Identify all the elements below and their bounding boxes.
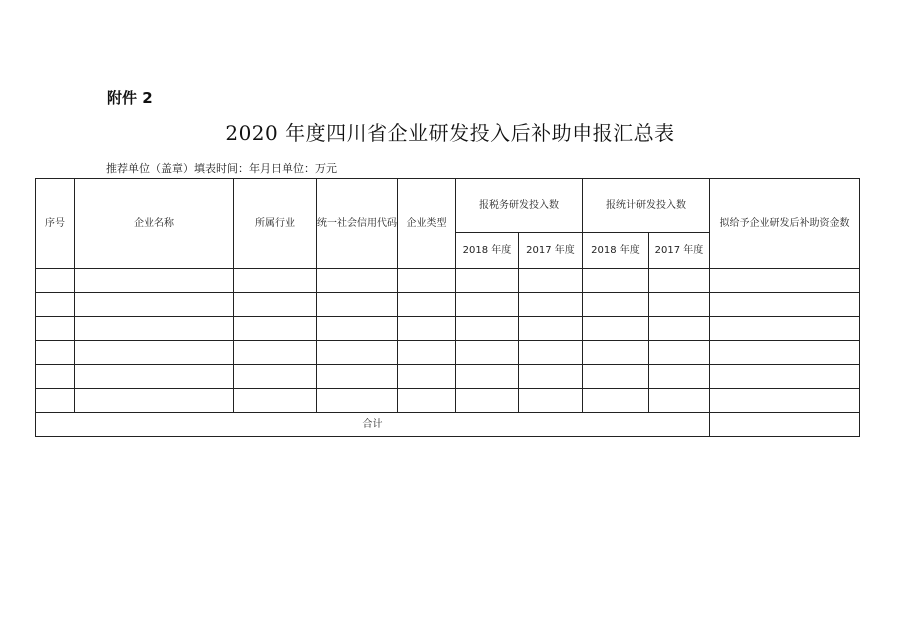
cell-industry[interactable] (234, 317, 317, 341)
table-header-row (36, 179, 860, 233)
cell-tax-2018[interactable] (456, 389, 519, 413)
cell-stats-2018[interactable] (583, 365, 649, 389)
cell-industry[interactable] (234, 341, 317, 365)
cell-subsidy-amount[interactable] (710, 389, 860, 413)
header-company-type: 企业类型 (398, 179, 456, 269)
cell-company-name[interactable] (75, 341, 234, 365)
cell-stats-2017[interactable] (649, 317, 710, 341)
cell-stats-2018[interactable] (583, 341, 649, 365)
header-tax-rd-group: 报税务研发投入数 (456, 179, 583, 233)
cell-company-name[interactable] (75, 293, 234, 317)
cell-credit-code[interactable] (317, 317, 398, 341)
cell-industry[interactable] (234, 365, 317, 389)
cell-credit-code[interactable] (317, 269, 398, 293)
table-row (36, 317, 860, 341)
header-credit-code: 统一社会信用代码 (317, 179, 398, 269)
cell-stats-2017[interactable] (649, 389, 710, 413)
total-row (36, 413, 860, 437)
table-row (36, 269, 860, 293)
cell-stats-2017[interactable] (649, 341, 710, 365)
cell-tax-2018[interactable] (456, 293, 519, 317)
cell-stats-2018[interactable] (583, 389, 649, 413)
cell-company-name[interactable] (75, 365, 234, 389)
cell-tax-2017[interactable] (519, 365, 583, 389)
table-body (36, 269, 860, 437)
cell-tax-2017[interactable] (519, 317, 583, 341)
header-industry: 所属行业 (234, 179, 317, 269)
header-stats-rd-group: 报统计研发投入数 (583, 179, 710, 233)
cell-stats-2017[interactable] (649, 365, 710, 389)
cell-credit-code[interactable] (317, 365, 398, 389)
cell-tax-2017[interactable] (519, 293, 583, 317)
cell-tax-2018[interactable] (456, 269, 519, 293)
header-stats-2018: 2018 年度 (583, 233, 649, 269)
cell-subsidy-amount[interactable] (710, 317, 860, 341)
cell-stats-2018[interactable] (583, 317, 649, 341)
cell-tax-2017[interactable] (519, 389, 583, 413)
cell-tax-2018[interactable] (456, 365, 519, 389)
cell-seq[interactable] (36, 365, 75, 389)
cell-stats-2017[interactable] (649, 293, 710, 317)
cell-credit-code[interactable] (317, 389, 398, 413)
cell-company-type[interactable] (398, 269, 456, 293)
total-label: 合计 (36, 413, 710, 437)
summary-table (35, 178, 860, 437)
table-row (36, 365, 860, 389)
cell-company-type[interactable] (398, 341, 456, 365)
header-subsidy-amount: 拟给予企业研发后补助资金数 (710, 179, 860, 269)
cell-company-name[interactable] (75, 269, 234, 293)
cell-seq[interactable] (36, 317, 75, 341)
cell-tax-2018[interactable] (456, 341, 519, 365)
cell-stats-2018[interactable] (583, 293, 649, 317)
cell-subsidy-amount[interactable] (710, 293, 860, 317)
cell-tax-2017[interactable] (519, 269, 583, 293)
cell-credit-code[interactable] (317, 341, 398, 365)
cell-industry[interactable] (234, 293, 317, 317)
cell-industry[interactable] (234, 389, 317, 413)
header-tax-2017: 2017 年度 (519, 233, 583, 269)
cell-stats-2017[interactable] (649, 269, 710, 293)
page-title: 2020 年度四川省企业研发投入后补助申报汇总表 (225, 121, 675, 145)
cell-subsidy-amount[interactable] (710, 365, 860, 389)
header-company-name: 企业名称 (75, 179, 234, 269)
cell-company-type[interactable] (398, 293, 456, 317)
cell-credit-code[interactable] (317, 293, 398, 317)
cell-stats-2018[interactable] (583, 269, 649, 293)
header-tax-2018: 2018 年度 (456, 233, 519, 269)
cell-company-type[interactable] (398, 365, 456, 389)
cell-subsidy-amount[interactable] (710, 341, 860, 365)
cell-company-name[interactable] (75, 317, 234, 341)
cell-subsidy-amount[interactable] (710, 269, 860, 293)
attachment-label: 附件 2 (107, 89, 153, 107)
cell-tax-2018[interactable] (456, 317, 519, 341)
header-seq: 序号 (36, 179, 75, 269)
cell-company-name[interactable] (75, 389, 234, 413)
total-value[interactable] (710, 413, 860, 437)
header-stats-2017: 2017 年度 (649, 233, 710, 269)
table-row (36, 293, 860, 317)
cell-industry[interactable] (234, 269, 317, 293)
cell-seq[interactable] (36, 269, 75, 293)
cell-company-type[interactable] (398, 317, 456, 341)
cell-tax-2017[interactable] (519, 341, 583, 365)
cell-seq[interactable] (36, 293, 75, 317)
cell-company-type[interactable] (398, 389, 456, 413)
table-row (36, 341, 860, 365)
cell-seq[interactable] (36, 341, 75, 365)
cell-seq[interactable] (36, 389, 75, 413)
table-row (36, 389, 860, 413)
form-meta-line: 推荐单位（盖章）填表时间：年月日单位：万元 (106, 162, 337, 175)
